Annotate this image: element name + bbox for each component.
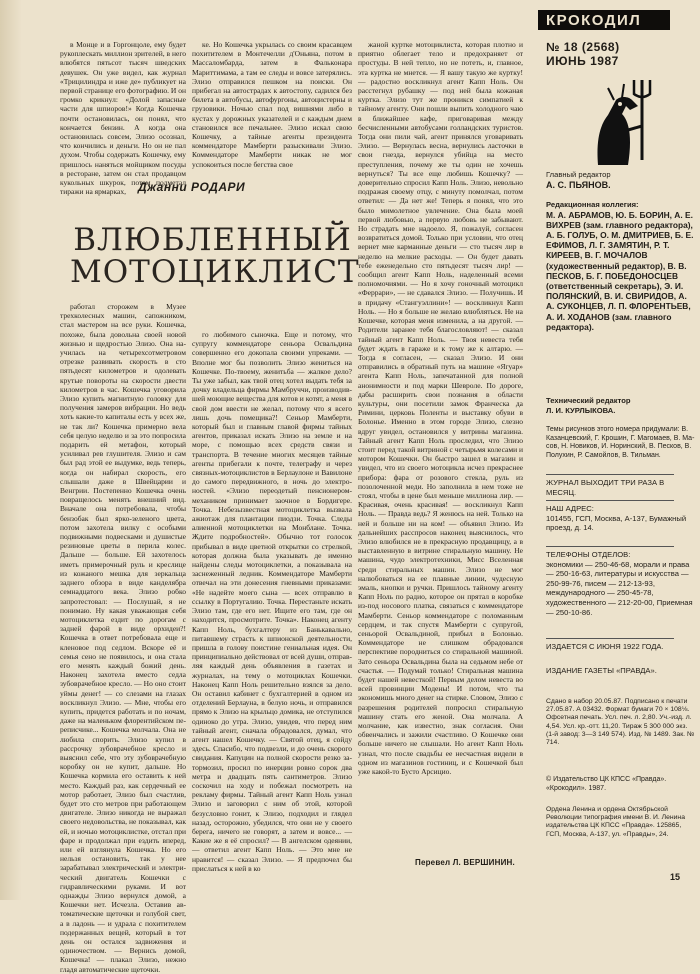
- article-column-3: [358, 40, 523, 845]
- phones-label: ТЕЛЕФОНЫ ОТДЕЛОВ:: [546, 550, 631, 559]
- copyright: © Издательство ЦК КПСС «Правда». «Крокодил». 1987.: [546, 776, 667, 792]
- address-text: 101455, ГСП, Москва, А-137, Бумажный проезд, д. 14.: [546, 513, 687, 533]
- tech-editor-name: Л. И. КУРЛЫКОВА.: [546, 405, 616, 415]
- article-text: го любимого сыночка. Еще и потому, что супругу коммендаторе сеньора Освальдина совершенно его докопала своими упреками. — Вполне мог бы позволить Элизо жениться на Кошечке. По-твоему, женитьба — жалкое дело? Ты уже забыл, как твой отец хотел выдать тебя за дочку владельца фирмы Мамбруччи, производившей моющие вещества для котов и котят, а меня в свой дом ввести не желал, потому что я всего лишь дочь помещика?! Сеньор Мамберти, который был и главным главой фирмы тайных агентов, приказал искать Элизо на земле и на море, с помощью всех средств связи и транспорта. В течение многих месяцев тайные агенты прибегали к почте, телеграфу и через связных-мотоциклистов в Берлаулоне и Вавилоне до самого передвижного, в ночь до электроностей. «Элизо переодетый пенсионером-механиком принимает заочное в Бордигере. Точка. Небезызвестная мотоциклетка вызвала ажиотаж для плантации пиодзи. Точка. Следы алиенной мотоциклетки на Монблане. Точка. Ждите подробностей». Обычно тот голосок прибывал в виде цветной открытки со стрелкой, которая должна была указывать де именно найдены следы мотоциклетки, а показывала на заснеженный ледник. Коммендаторе Мамберти отвечал на эти донесения гневными приказами: «Не надейте моего сына — всех отправлю в ссылку в Португалию. Точка. Перестаньте искать Элизо там, где его нет. Ищите его там, где он находится, просмотрите. Точка». Наконец агенту Капп Ноль, бухгалтеру из Банькавально, питавшему страсть к шпионской деятельности, пришла в голову поистине гениальная идея. Он принципиально действовал от всей души, отправляя каждый день объявления в газетах и журналах, на тему о мотоциклах Кошечки. Наконец Капп Ноль решительно взялся за дело. Он оставил кабинет с бухгалтерией в одном из отделений Берлауна, в белую ночь, и отправился прямо к Элизо на крыльцо домика, не отступился одиноко до утра. Элизо, увидев, что перед ним тайный агент, сначала обрадовался, думал, что агент нашел Кошечку. — Святой отец, я сойду здесь. Спасибо, что подвезли, и до очень скорого свидания. Капуцин на полной скорости резко затормозил, просил по инерции ровно сорок два метра и двадцать пять сантиметров. Элизо соскочил на ходу и побежал посмотреть на рекламу фирмы. Тайный агент Капп Ноль узнал Элизо и заговорил с ним об этой, которой безусловно гонит, к Элизо, подходил и глядел назад, осторожно, убедился, что они не у своего берега, ничего не говорят, а затем и вовсе... — Какие же я её спросил? — В ангелском одеянии, — ответил агент Капп Ноль. — Это мне не нравится! — сказал Элизо. — Я предпочел бы прислаться к ней в ко: [192, 330, 352, 873]
- address-label: НАШ АДРЕС:: [546, 504, 594, 513]
- article-column-1: [60, 40, 186, 974]
- magazine-logo: КРОКОДИЛ: [538, 10, 670, 30]
- article-text: в Монце и в Горгонцоле, ему будет рукоплескать миллион зрителей, в него влюбятся пятьсот тысяч шведских девушек. Он уже видел, как журнал «Трицилиндра и иже де» публикует на первой странице его фотографию. И он громко крикнул: «Долой запасные части для шпиоров!» Когда Кошечка почти остановилась, он понял, что кончается бензин. А когда она остановилась совсем, Элизо осознал, что кончились и деньги. Но он не пал духом. Чтобы содержать Кошечку, ему пришлось наняться мойщиком посуды в ресторане, затем он стал продавцом кукольных шкурок, потом подметал тиражи на ярмарках,: [60, 40, 186, 197]
- tech-editor: [546, 396, 696, 415]
- phones-block: [546, 550, 696, 617]
- periodicity: ЖУРНАЛ ВЫХОДИТ ТРИ РАЗА В МЕСЯЦ.: [546, 478, 665, 497]
- divider: [546, 500, 674, 501]
- issue-number: № 18 (2568): [546, 40, 620, 54]
- phones-text: экономики — 250-46-68, морали и права — 250-16-63, литературы и искусства — 250-99-76, писем — 212-13-93, международного — 250-45-78, художественного — 212-20-00, Приемная — 250-10-86.: [546, 559, 693, 617]
- divider: [546, 546, 674, 547]
- address-block: [546, 504, 696, 533]
- editor-name: А. С. ПЬЯНОВ.: [546, 179, 611, 190]
- crocodile-pitchfork-icon: [578, 70, 658, 175]
- since-line: ИЗДАЕТСЯ С ИЮНЯ 1922 ГОДА.: [546, 642, 664, 651]
- chief-editor: [546, 170, 696, 191]
- masthead-sidebar: [538, 8, 700, 868]
- page-shadow: [0, 0, 22, 900]
- tech-editor-label: Технический редактор: [546, 396, 631, 405]
- artists-credit: Темы рисунков этого номера придумали: В. Казанцевский, Г. Крошин, Г. Магомаев, В. Масов, Н. Новиков, И. Норинский, В. Песков, В. Полухин, Р. Самойлов, В. Тильман.: [546, 426, 695, 459]
- article-text: работал сторожем в Музее трехколесных машин, сапожником, стал мастером на все руки. Кошечка, похоже, была довольна своей новой жизнью и щедростью Элизо. Она научилась на четырехсотметровом отрезке развивать скорость в сто пятьдесят километров и одолевать крутые повороты на скорости двести километров в час. Кошечка уговорила Элизо купить магнитную головку для получения замеров вибрации. Но ведь хоть какие-то капиталы есть у всех же, не так ли? Кошечка примерно вела себя целую неделю и за это попросила подарить ей метафон, который усиливал рев глушителя. Элизо и сам был рад этой ее выдумке, ведь теперь, когда он набирал скорость, его слышали даже в Швейцарии и Венгрии. Постепенно Кошечка очень повращелось менять внешний вид. Вначале она потребовала, чтобы бензобак был ярко-зеленого цвета, потом захотела вилку с особыми подвижными подвесками и душистые резиновые цветы в перила колес. Дальше — больше. Ей захотелось иметь примерочный руль и креслице из кожаного мешка для зеркальца заднего обзора в виде канделябра семнадцатого века. Элизо робко запротестовал: — Послушай, я не понимаю. Ну какая уважающая себя мотоциклетка ездит по дорогам с задней фарой в виде орхидеи?! Кошечка в ответ потребовала еще и кленовое под седлом. Вскоре её и семья сено не появилось, и она стала его менять каждый божий день. Наконец захотела вместо седла зубоврачебное кресло. — Но оно стоит уймы денег! — со слезами на глазах воскликнул Элизо. — Мне, чтобы его купить, придется работать и по ночам, даже на маленьком флорентийском переписчике... Кошечка молчала. Она не любила спорить. Элизо купил в рассрочку зубоврачебное кресло и выяснил себе, что эту зубоврачебную коробку он не купит, дальше. Но Кошечка кормила его оставить к ней место. Каждый раз, как сердечный ее мотор работает, Элизо был счастлив, будет это сто метров при работающем двигателе. Элизо никогда не выражал своего недовольства, не показывал, как ей, и ночью мотоциклистке, отстал при фаре и продолжал при ездить вперед, или ей взглянула Кошечка. Но его нельзя остановить, так у нее зарабатывал электрический и электрический двигатель Кошечки с гидравлическими руками. И вот однажды Элизо вернулся домой, а Кошечки нет. Исчезла. Оставив автоматические щеточки и голубой свет, а в ладонь — и удрала с похитителем подержанных вещей, который в тот день он остался задвижения и одиночеством. — Вернись домой, Кошечка! — плакал Элизо, нежно гладя автоматические щеточки.: [60, 302, 186, 974]
- title-line-1: ВЛЮБЛЕННЫЙ: [73, 222, 352, 258]
- editor-label: Главный редактор: [546, 170, 611, 179]
- board-label: Редакционная коллегия:: [546, 200, 639, 209]
- article-text: жаной куртке мотоциклиста, которая плотно и приятно облегает тело и предохраняет от простуды. В ней тепло, но не потеть, и, главное, эта куртка не мнется. — Я вашу такую же куртку! — радостно воскликнул агент Капп Ноль. Он расстегнул рубашку — под ней была кожаная куртка. Элизо тут же проникся симпатией к тайному агенту. Они пошли выпить холодного чаю в ближайшее кафе, приговаривая между бесчисленными автобусами голландских туристов. Тогда они пили чай, агент принялся уговаривать Элизо. — Вернулась весна, вернулись ласточки в свои гнезда, вернулся убийца на место преступления, почему же ты один не хочешь вернуться? Ты все еще любишь Кошечку? — доверительно спросил Капп Ноль. Элизо, невольно подражая своему отцу, с минуту помолчал, потом ответил: — Да нет же! Теперь я понял, что это было мимолетное увлечение. Она была моей первой любовью, а первую любовь не забывают. Но страдать мне надоело. Я, пожалуй, согласен возвратиться домой. Только при условии, что отец вернет мне карманные деньги — сто тысяч лир в неделю на мелкие расходы. — Он будет давать тебе еженедельно сто пятьдесят тысяч лир! — сообщил агент Капп Ноль, наделенный всеми полномочиями. — Но я хочу гоночный мотоцикл «Феррари», — не сдавался Элизо. — Получишь. И в придачу «Стангуэллини»! — воскликнул Капп Ноль. — Но я больше не желаю влюбляться. Не на Кошечке, которая меня изменила, а на другой. — Родители заранее тебя благословляют! — сказал тайный агент Капп Ноль. — Твоя невеста тебя будет ждать в гараже и к тому же к алтарю. — Тогда я согласен, — сказал Элизо. И они отправились в обратный путь на машине «Ягуар» агента Капп Ноль, запечатанной для полной анонимности и под марки Шевроле. По дороге, дабы расширить свои познания в области культуры, они посетили замок Франческа да Римини, церковь Поленты и выставку обуви в Болонье. Именно в этом городе Элизо, слезно вдруг увидел, остановился у витрины магазина. Тайный агент Капп Ноль проследил, что Элизо стоит перед такой витриной с четырьмя колесами и мотором Кошечки. Он быстро зашел в магазин и увидел, что из своего мотоцикла исчез прекраснее прибора: фара от розового стекла, руль из позолоченной меди. Но заполнила в нем тоже не стоял, чтобы в цене был меньше миллиона лир. — Красивая, очень красивая! — воскликнул Капп Ноль. — Правда ведь? Я женюсь на ней. Только на ней и больше ни на ком! — объявил Элизо. Из дальнейших расспросов наконец выяснилось, что Элизо влюбился не в прекрасную продавщицу, а в выставленную в витрине стиральную машину. Не машина, чудо электротехники, Мисс Вселенная среди стиральных машин. Элизо не мог налюбоваться на ее плавные линии, чудесную эмаль, кнопки и ручки. Пришлось тайному агенту Капп Ноль по радио, которое он прятал в коробке из-под носового платка, связаться с коммендаторе Мамберти. Сеньор коммендаторе с поломанным сердцем, и так спустя Мамберти с супругой, сеньорой Освальдиной, прибыл в Болонью. Коммендаторе не слишком обрадовался перспективе породниться со стиральной машиной. Зато сеньора Освальдина была на седьмом небе от счастья. — Подумай только! Стиральная машина будет нашей невесткой! Первым делом невеста во всей провинции Модены! И потом, что ты экономишь много денег на стирке. Словом, Элизо с разрешения родителей попросил стиральную машину стать его женой. Она молчала. А молчание, как известно, знак согласия. Они обвенчались и зажили счастливо. О Кошечке они больше ничего не слышали. Но агент Капп Ноль узнал, что после свадьбы ее несчастная видели в одном из магазинов гостиниц, и с Кошечкой был уже какой-то Бусто Арсицио.: [358, 40, 523, 777]
- translator-credit: Перевел Л. ВЕРШИНИН.: [415, 858, 515, 867]
- printer-info: Ордена Ленина и ордена Октябрьской Революции типография имени В. И. Ленина издательства ЦК КПСС «Правда». 125865, ГСП, Москва, А-137, ул. «Правды», 24.: [546, 806, 685, 838]
- page-number: 15: [670, 872, 681, 882]
- issue-info: [546, 40, 620, 68]
- divider: [546, 638, 674, 639]
- publisher-line: ИЗДАНИЕ ГАЗЕТЫ «ПРАВДА».: [546, 666, 657, 675]
- board-members: М. А. АБРАМОВ, Ю. Б. БОРИН, А. Е. ВИХРЕВ (зам. главного редактора), А. Б. ГОЛУБ, О. М. ДМИТРИЕВ, Б. Е. ЕФИМОВ, Л. Г. ЗАМЯТИН, Р. Т. КИРЕЕВ, В. Г. МОЧАЛОВ (художественный редактор), В. В. ПЕСКОВ, Б. Г. ПОБЕДОНОСЦЕВ (ответственный секретарь), Э. И. ПОЛЯНСКИЙ, В. И. СВИРИДОВ, А. А. СУКОНЦЕВ, Л. П. ФЛОРЕНТЬЕВ, А. И. ХОДАНОВ (зам. главного редактора).: [546, 209, 694, 332]
- issue-date: ИЮНЬ 1987: [546, 54, 619, 68]
- article-title: [70, 222, 360, 290]
- article-author: Джанни РОДАРИ: [138, 180, 246, 194]
- divider: [546, 474, 674, 475]
- article-text: ке. Но Кошечка укрылась со своим красавцем похитителем в Монтечелли д'Оньяна, потом в Массаломбарда, затем в Фальконара Мариттимама, а там ее следы и вовсе затерялись. Элизо отправился пешком на поиски. Он прибегал на автострадах к автостопу, садился без билета в автобусы, автофургоны, автоцистерны и грузовики. Ночью спал под вишнями либо в кустах у дорожных указателей и с каждым днем становился все печальнее. Элизо искал свою Кошечку, а тайные агенты президента коммендаторе Мамберти разыскивали Элизо. Коммендаторе Мамберти никак не мог успокоиться после бегства свое: [192, 40, 352, 169]
- article-column-2: [192, 40, 352, 873]
- print-info: Сдано в набор 20.05.87. Подписано к печати 27.05.87. А 03432. Формат бумаги 70 × 108⅛. Офсетная печать. Усл. печ. л. 2,80. Уч.-изд. л. 4,54. Усл. кр.-отт. 11,20. Тираж 5 300 000 экз. (1-й завод: 3—3 149 574). Изд. № 1489. Зак. № 714.: [546, 698, 695, 747]
- title-line-2: МОТОЦИКЛИСТ: [70, 254, 360, 290]
- editorial-board: [546, 200, 696, 332]
